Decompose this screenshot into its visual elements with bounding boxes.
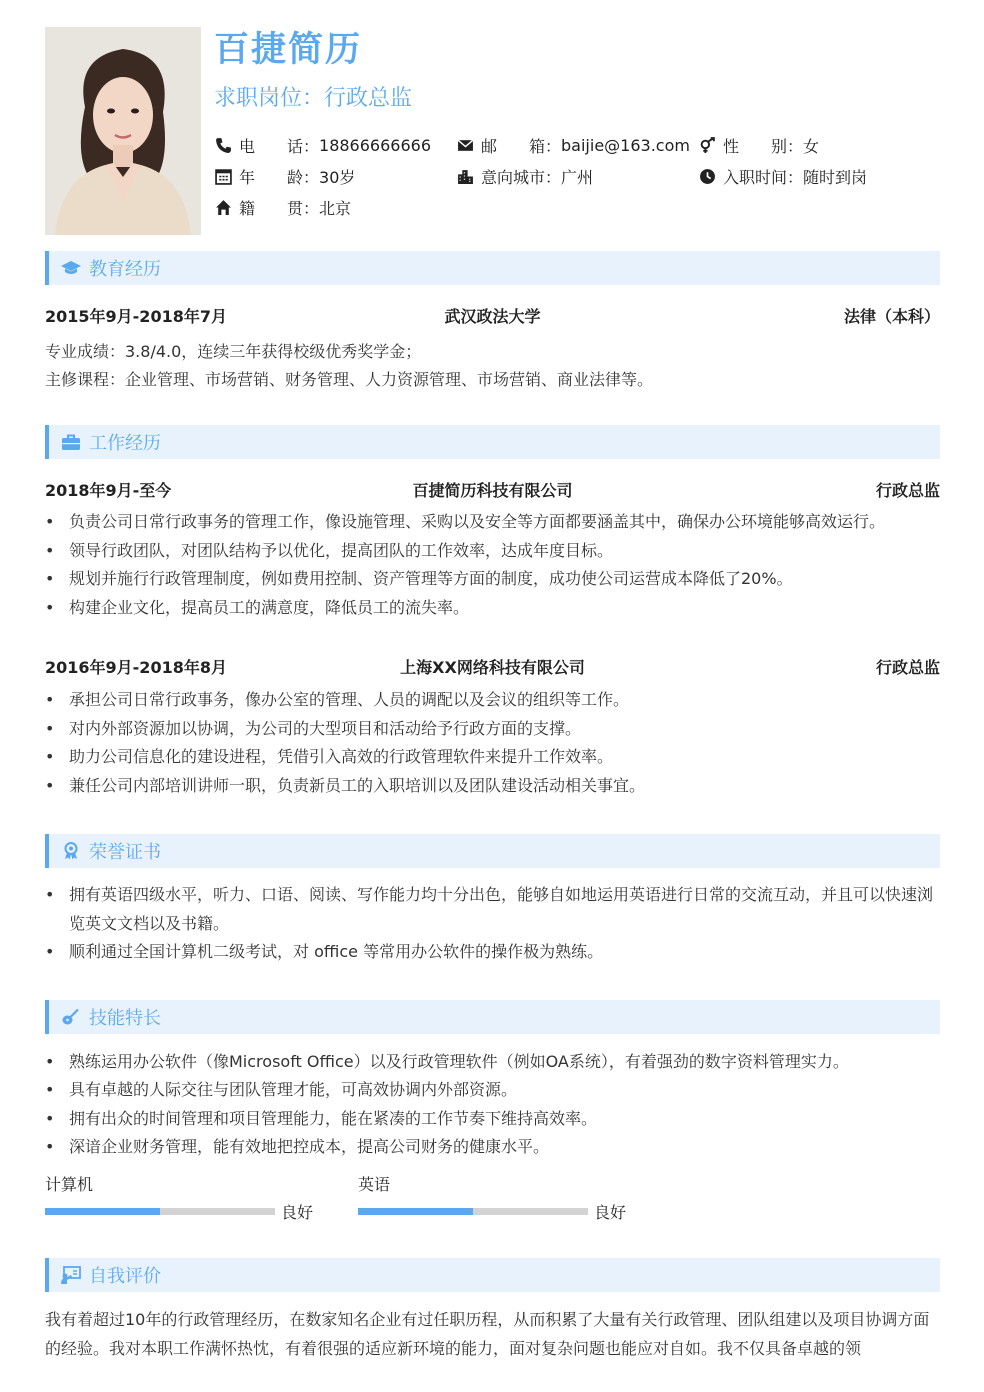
city-icon [456, 168, 474, 186]
job-bullet: • 规划并施行行政管理制度，例如费用控制、资产管理等方面的制度，成功使公司运营成本降低了20%。 [45, 565, 940, 594]
guitar-icon [61, 1007, 83, 1027]
presentation-icon [61, 1265, 83, 1285]
job-bullet: • 构建企业文化，提高员工的满意度，降低员工的流失率。 [45, 594, 940, 623]
job-row [45, 478, 940, 502]
job-bullet: • 兼任公司内部培训讲师一职，负责新员工的入职培训以及团队建设活动相关事宜。 [45, 772, 940, 801]
job-date: 2018年9月-至今 [45, 481, 172, 500]
info-email: 邮 箱： baijie@163.com [456, 134, 690, 157]
home-icon [214, 199, 232, 217]
self-eval-text: 我有着超过10年的行政管理经历，在数家知名企业有过任职历程，从而积累了大量有关行政管理、团队组建以及项目协调方面的经验。我对本职工作满怀热忱，有着很强的适应新环境的能力，面对复杂问题也能应对自如。我不仅具备卓越的领 [45, 1310, 930, 1358]
section-title: 荣誉证书 [89, 842, 161, 863]
skill-level: 良好 [594, 1203, 627, 1222]
job-row [45, 655, 940, 679]
job-date: 2016年9月-2018年8月 [45, 658, 227, 677]
section-skills [45, 1000, 940, 1034]
info-hometown: 籍 贯： 北京 [214, 196, 351, 219]
info-city: 意向城市： 广州 [456, 165, 593, 188]
section-title: 技能特长 [89, 1008, 161, 1029]
skill-bullet: • 具有卓越的人际交往与团队管理才能，可高效协调内外部资源。 [45, 1076, 940, 1105]
info-start: 入职时间： 随时到岗 [698, 165, 867, 188]
gender-icon [698, 137, 716, 155]
graduation-cap-icon [61, 258, 83, 278]
job-bullet: • 助力公司信息化的建设进程，凭借引入高效的行政管理软件来提升工作效率。 [45, 743, 940, 772]
skill-bar-fill [358, 1208, 473, 1215]
info-age: 年 龄： 30岁 [214, 165, 355, 188]
mail-icon [456, 137, 474, 155]
calendar-icon [214, 168, 232, 186]
phone-icon [214, 137, 232, 155]
job-role: 行政总监 [875, 658, 940, 677]
resume-name: 百捷简历 [214, 30, 363, 70]
job-bullet: • 对内外部资源加以协调，为公司的大型项目和活动给予行政方面的支撑。 [45, 715, 940, 744]
section-title: 教育经历 [89, 259, 161, 280]
skill-name: 英语 [358, 1175, 391, 1194]
skill-name: 计算机 [45, 1175, 94, 1194]
education-major: 法律（本科） [843, 307, 940, 326]
skill-bullet: • 拥有出众的时间管理和项目管理能力，能在紧凑的工作节奏下维持高效率。 [45, 1105, 940, 1134]
skill-bullet: • 深谙企业财务管理，能有效地把控成本，提高公司财务的健康水平。 [45, 1133, 940, 1162]
briefcase-icon [61, 432, 83, 452]
skill-bar [358, 1208, 588, 1215]
job-company: 上海XX网络科技有限公司 [400, 658, 585, 677]
job-bullet: • 承担公司日常行政事务，像办公室的管理、人员的调配以及会议的组织等工作。 [45, 686, 940, 715]
job-bullet: • 负责公司日常行政事务的管理工作，像设施管理、采购以及安全等方面都要涵盖其中，确保办公环境能够高效运行。 [45, 508, 940, 537]
award-icon [61, 841, 83, 861]
honor-bullet: • 顺利通过全国计算机二级考试，对 office 等常用办公软件的操作极为熟练。 [45, 938, 940, 967]
section-education [45, 251, 940, 285]
skill-bar [45, 1208, 275, 1215]
education-line: 专业成绩：3.8/4.0，连续三年获得校级优秀奖学金； [45, 342, 422, 361]
info-phone: 电 话： 18866666666 [214, 134, 431, 157]
section-self-eval [45, 1258, 940, 1292]
section-title: 自我评价 [89, 1266, 161, 1287]
honor-bullet: • 拥有英语四级水平，听力、口语、阅读、写作能力均十分出色，能够自如地运用英语进行日常的交流互动，并且可以快速浏览英文文档以及书籍。 [45, 881, 940, 938]
job-role: 行政总监 [875, 481, 940, 500]
section-title: 工作经历 [89, 433, 161, 454]
job-bullet: • 领导行政团队，对团队结构予以优化，提高团队的工作效率，达成年度目标。 [45, 537, 940, 566]
education-row [45, 304, 940, 328]
education-line: 主修课程：企业管理、市场营销、财务管理、人力资源管理、市场营销、商业法律等。 [45, 370, 654, 389]
skill-level: 良好 [281, 1203, 314, 1222]
job-company: 百捷简历科技有限公司 [412, 481, 573, 500]
skill-bullet: • 熟练运用办公软件（像Microsoft Office）以及行政管理软件（例如OA系统），有着强劲的数字资料管理实力。 [45, 1048, 940, 1077]
section-honors [45, 834, 940, 868]
profile-photo [45, 27, 201, 235]
skill-bar-fill [45, 1208, 160, 1215]
education-date: 2015年9月-2018年7月 [45, 307, 227, 326]
education-school: 武汉政法大学 [444, 307, 541, 326]
info-gender: 性 别： 女 [698, 134, 819, 157]
job-target: 求职岗位：行政总监 [214, 86, 413, 111]
section-work [45, 425, 940, 459]
clock-icon [698, 168, 716, 186]
